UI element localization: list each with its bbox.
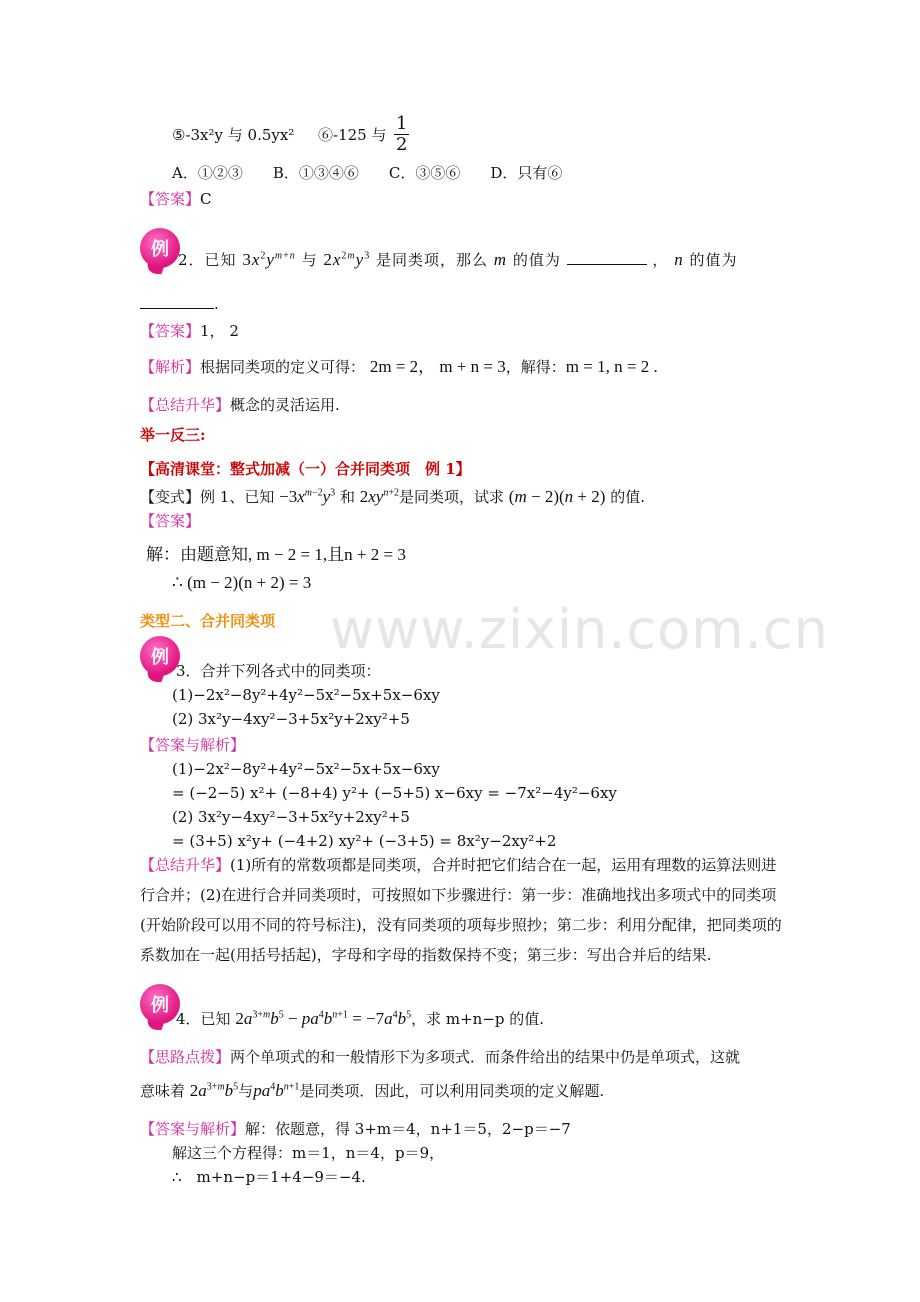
- q4-answer-2: 解这三个方程得：m＝1，n＝4，p＝9，: [172, 1144, 445, 1162]
- q3-summary: [140, 850, 785, 970]
- analysis-result: m = 1, n = 2 .: [565, 357, 658, 376]
- analysis-mid: ，解得：: [505, 358, 566, 376]
- q2-var-m: m: [493, 250, 508, 269]
- answer-value: 1， 2: [200, 322, 239, 340]
- q4-hint-1: [140, 1046, 740, 1068]
- hint2-end: 是同类项．因此，可以利用同类项的定义解题.: [299, 1082, 605, 1100]
- q1-item6-prefix: ⑥-125 与: [318, 126, 387, 144]
- answer-tag: 【答案与解析】: [140, 1120, 246, 1138]
- q2-answer: [140, 320, 239, 342]
- q4-stem: [176, 1008, 544, 1030]
- q2-summary: [140, 394, 340, 416]
- summary-tag: 【总结升华】: [140, 856, 231, 874]
- q2-text5: 的值为: [689, 251, 738, 269]
- analysis-eq: 2m = 2， m + n = 3: [369, 357, 506, 376]
- q3-solution-2: = (−2−5) x²+ (−8+4) y²+ (−5+5) x−6xy = −7x²−4y²−6xy: [172, 784, 617, 802]
- example-badge-3: 例: [140, 636, 180, 676]
- variant-term2: $2xy^{n+2}$: [359, 487, 399, 506]
- q4-answer-1: [140, 1118, 571, 1140]
- q1-fraction: [394, 114, 409, 155]
- summary-text: 概念的灵活运用.: [230, 396, 340, 414]
- summary-tag: 【总结升华】: [140, 396, 231, 414]
- drill-solution-1: 解：由题意知, m − 2 = 1,且n + 2 = 3: [146, 545, 406, 564]
- answer-tag: 【答案】: [140, 190, 201, 208]
- variant-pre: 例 1、已知: [200, 488, 275, 506]
- variant-term1: $-3x^{m-2}y^3$: [279, 487, 336, 506]
- q2-text4: ，: [652, 251, 669, 269]
- analysis-tag: 【解析】: [140, 358, 201, 376]
- q1-item5: ⑤-3x²y 与 0.5yx²: [172, 126, 295, 144]
- hint2-term2: $pa^4b^{n+1}$: [253, 1081, 300, 1100]
- q2-analysis: [140, 356, 658, 378]
- example-badge-2: 例: [140, 228, 180, 268]
- answer-tag: 【答案】: [140, 322, 201, 340]
- hint2-mid: 与: [238, 1082, 254, 1100]
- q2-end: .: [214, 295, 219, 313]
- q4-equation: $2a^{3+m}b^5 - pa^4b^{n+1} = -7a^4b^5$: [235, 1009, 412, 1028]
- hint2-term1: $2a^{3+m}b^5$: [189, 1081, 239, 1100]
- q2-number: 2．已知: [178, 251, 237, 269]
- answer-value: C: [200, 190, 212, 208]
- summary-text: (1)所有的常数项都是同类项，合并时把它们结合在一起，运用有理数的运算法则进行合并；(2)在进行合并同类项时，可按照如下步骤进行：第一步：准确地找出多项式中的同类项(开始阶段可以用不同的符号标注)，没有同类项的项每步照抄；第二步：利用分配律，把同类项的系数加在一起(用括号括起)，字母和字母的指数保持不变；第三步：写出合并后的结果.: [140, 856, 782, 964]
- q2-term2: $2x^{2m}y^3$: [323, 250, 371, 269]
- drill-variant: [140, 486, 645, 508]
- q2-stem: [178, 248, 738, 271]
- variant-mid1: 和: [339, 488, 355, 506]
- q2-second-line: [140, 292, 219, 315]
- q3-title: 3．合并下列各式中的同类项：: [176, 662, 381, 680]
- watermark: www.zixin.com.cn: [330, 598, 829, 661]
- answer-text: 解：依题意，得 3+m＝4，n+1＝5，2−p＝−7: [245, 1120, 571, 1138]
- q3-solution-4: = (3+5) x²y+ (−4+2) xy²+ (−3+5) = 8x²y−2xy²+2: [172, 832, 557, 850]
- q1-options: A．①②③ B．①③④⑥ C．③⑤⑥ D．只有⑥: [172, 164, 563, 182]
- analysis-pre: 根据同类项的定义可得：: [200, 358, 366, 376]
- q2-blank-m: [567, 248, 647, 265]
- q3-part2: (2) 3x²y−4xy²−3+5x²y+2xy²+5: [172, 710, 410, 728]
- q2-text2: 是同类项，那么: [375, 251, 488, 269]
- drill-lesson: 【高清课堂：整式加减（一）合并同类项 例 1】: [140, 460, 471, 478]
- q1-frac-num: 1: [396, 113, 408, 134]
- variant-tag: 【变式】: [140, 488, 201, 506]
- q4-answer-3: ∴ m+n−p＝1+4−9＝−4.: [172, 1168, 366, 1186]
- q1-frac-den: 2: [396, 134, 408, 155]
- variant-mid2: 是同类项，试求: [398, 488, 504, 506]
- q3-answer-tag: 【答案与解析】: [140, 736, 246, 754]
- hint2-pre: 意味着: [140, 1082, 186, 1100]
- hint-tag: 【思路点拨】: [140, 1048, 231, 1066]
- q2-text1: 与: [301, 251, 318, 269]
- drill-title: 举一反三:: [140, 426, 206, 444]
- q4-number: 4．已知: [176, 1010, 231, 1028]
- q2-term1: $3x^2y^{m+n}$: [242, 250, 296, 269]
- q3-solution-3: (2) 3x²y−4xy²−3+5x²y+2xy²+5: [172, 808, 410, 826]
- q4-hint-2: [140, 1080, 604, 1102]
- drill-answer-tag: 【答案】: [140, 512, 201, 530]
- q2-blank-n: [140, 292, 214, 309]
- variant-end: 的值.: [610, 488, 645, 506]
- q3-part1: (1)−2x²−8y²+4y²−5x²−5x+5x−6xy: [172, 686, 440, 704]
- q2-text3: 的值为: [512, 251, 561, 269]
- q3-solution-1: (1)−2x²−8y²+4y²−5x²−5x+5x−6xy: [172, 760, 440, 778]
- q1-answer: [140, 188, 212, 210]
- hint-text: 两个单项式的和一般情形下为多项式．而条件给出的结果中仍是单项式，这就: [230, 1048, 741, 1066]
- q1-item6: [318, 124, 386, 146]
- q2-var-n: n: [674, 250, 684, 269]
- q4-after: ，求 m+n−p 的值.: [411, 1010, 545, 1028]
- variant-expr: (m − 2)(n + 2): [508, 487, 606, 506]
- section-title: 类型二、合并同类项: [140, 612, 276, 630]
- drill-solution-2: ∴ (m − 2)(n + 2) = 3: [172, 573, 312, 592]
- example-badge-4: 例: [140, 984, 180, 1024]
